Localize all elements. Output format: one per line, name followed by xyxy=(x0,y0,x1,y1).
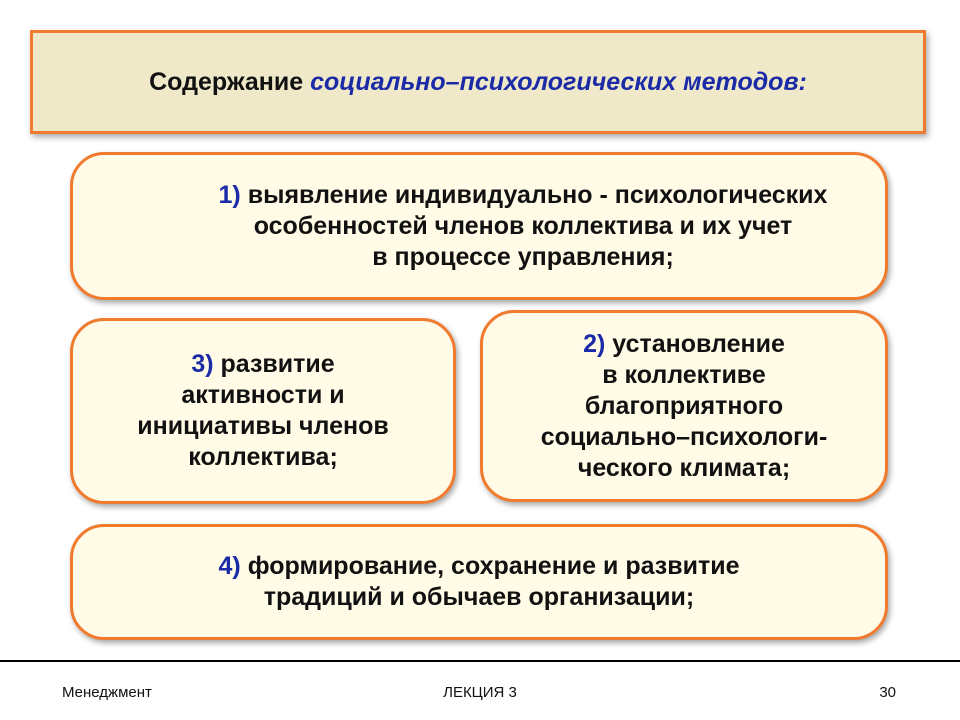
card-2-line-5: ческого климата; xyxy=(577,453,791,482)
card-3-line-3: инициативы членов xyxy=(137,412,389,440)
card-2-line-3: благоприятного xyxy=(584,391,784,420)
title-prefix: Содержание xyxy=(149,67,311,96)
footer-lecture-label: ЛЕКЦИЯ 3 xyxy=(443,684,517,701)
footer-course-name: Менеджмент xyxy=(62,684,152,701)
card-3-line-1: 3) развитие xyxy=(191,350,335,378)
card-3-line-2: активности и xyxy=(181,381,345,409)
card-1-number: 1) xyxy=(218,180,241,209)
method-card-2 xyxy=(480,310,888,502)
card-4-line-2: традиций и обычаев организации; xyxy=(263,583,695,611)
method-card-1 xyxy=(70,152,888,300)
method-card-3 xyxy=(70,318,456,504)
title-banner xyxy=(30,30,926,134)
card-2-line-1: 2) установление xyxy=(583,329,785,358)
card-1-line-1: 1) выявление индивидуально - психологических xyxy=(218,180,828,209)
card-2-number: 2) xyxy=(583,329,606,358)
card-2-line-2: в коллективе xyxy=(602,360,766,389)
card-4-number: 4) xyxy=(218,552,241,580)
card-3-number: 3) xyxy=(191,350,214,378)
card-1-line-2: особенностей членов коллектива и их учет xyxy=(253,211,793,240)
slide-title xyxy=(149,68,807,97)
method-card-4 xyxy=(70,524,888,640)
card-4-line-1: 4) формирование, сохранение и развитие xyxy=(218,552,740,580)
footer-page-number: 30 xyxy=(879,684,896,701)
card-1-line-3: в процессе управления; xyxy=(372,242,674,271)
card-3-line-4: коллектива; xyxy=(188,443,338,471)
card-2-line-4: социально–психологи- xyxy=(540,422,828,451)
footer-divider xyxy=(0,660,960,662)
title-accent: социально–психологических методов: xyxy=(310,67,807,96)
